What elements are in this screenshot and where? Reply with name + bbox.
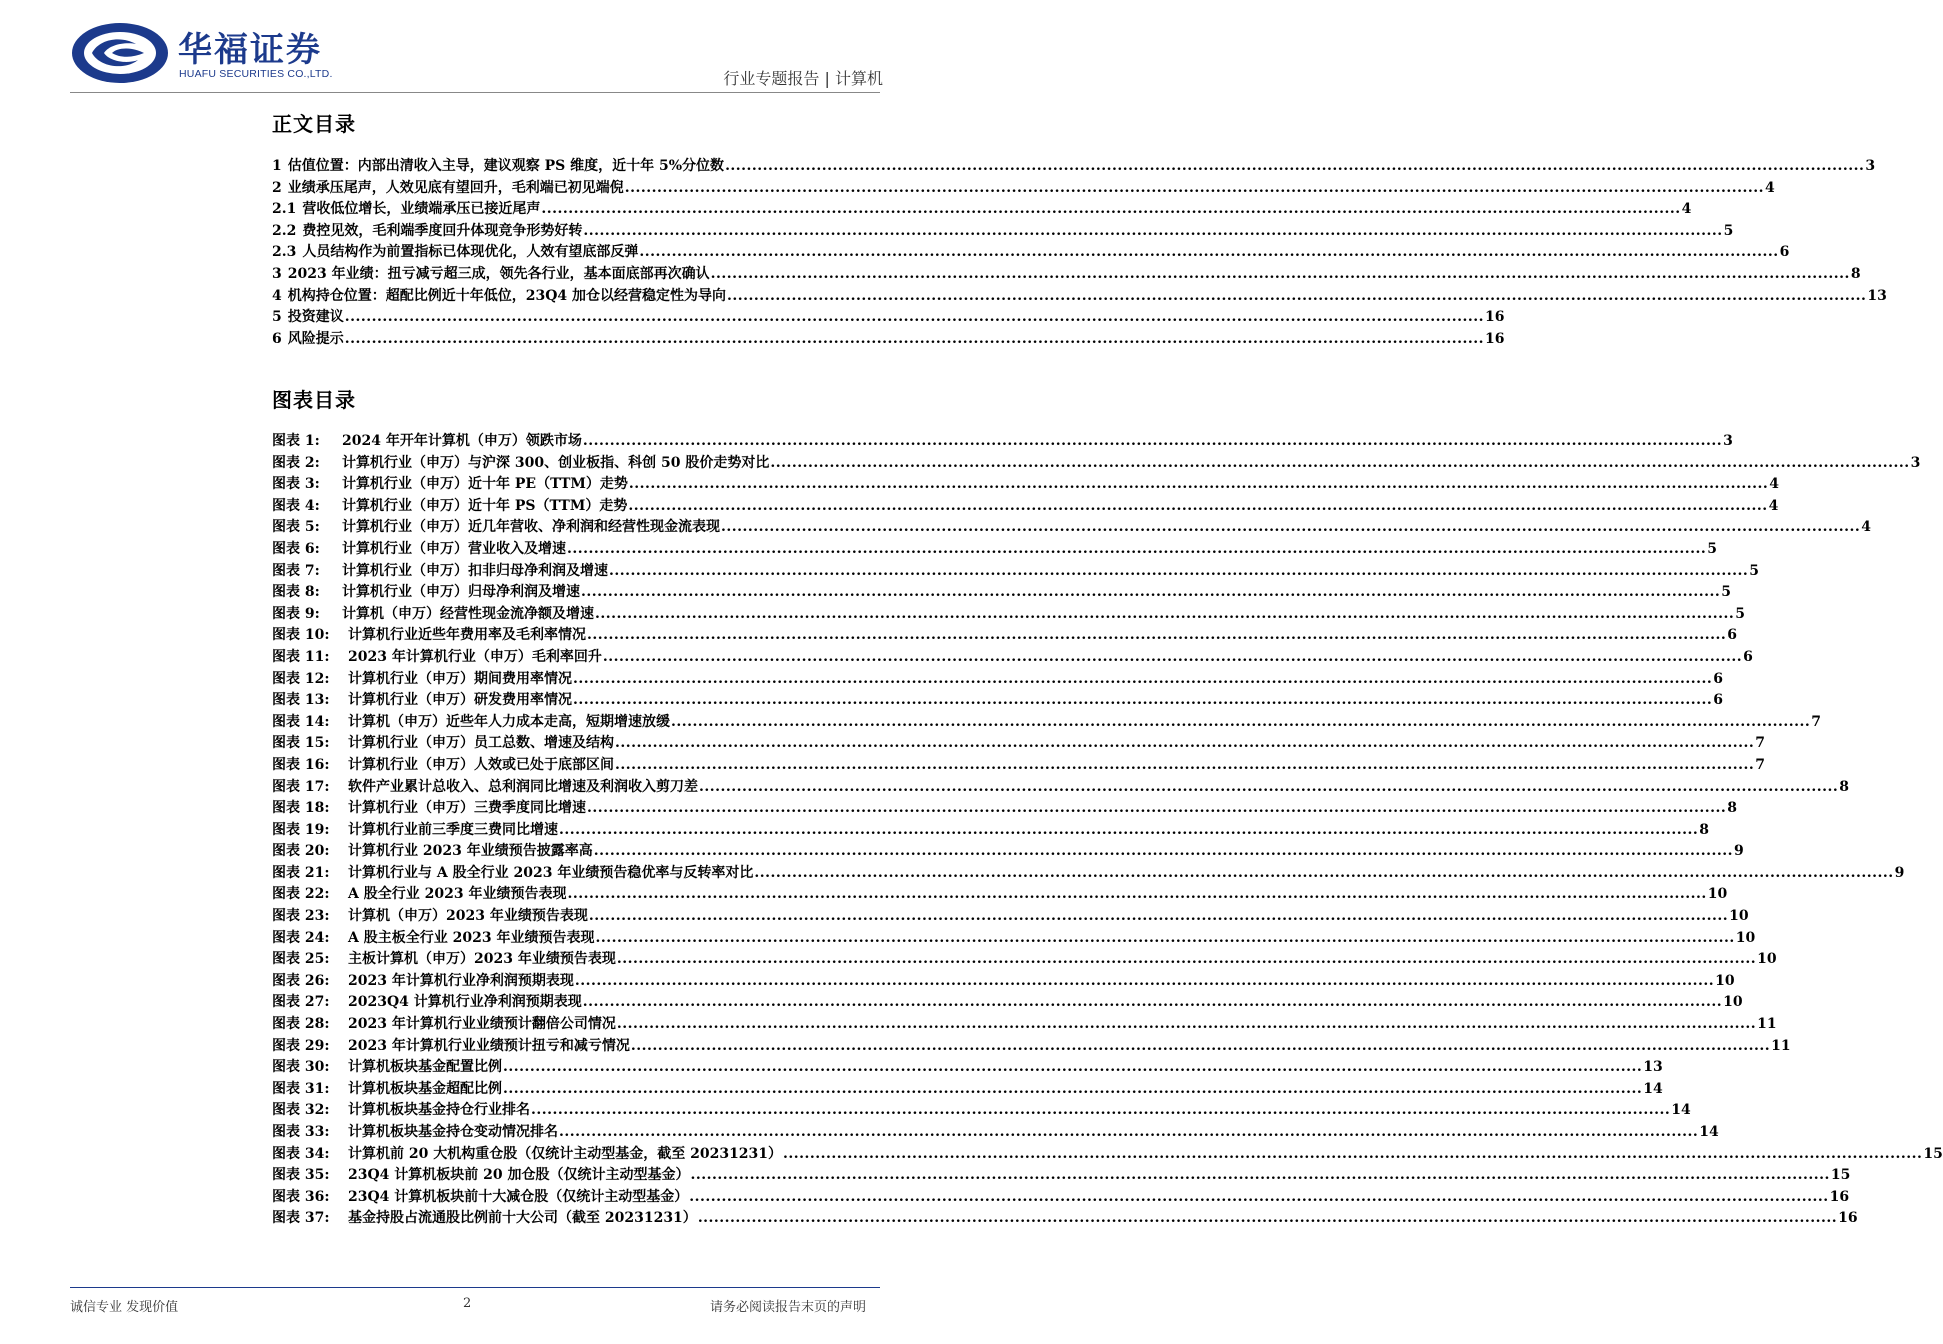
toc-entry-number: 1 [272,158,282,174]
figure-entry-number: 图表 37: [272,1210,330,1227]
toc-entry-number: 2.1 [272,201,297,218]
figure-entry-leader [587,627,1726,643]
figure-entry-leader [573,692,1712,708]
figure-entry[interactable] [272,927,1756,949]
figure-entry-number: 图表 1: [272,433,320,449]
figure-entry[interactable] [272,603,1746,625]
toc-entry-label: 机构持仓位置：超配比例近十年低位，23Q4 加仓以经营稳定性为导向 [287,287,727,304]
figure-entry-leader [691,1167,1830,1183]
figure-entry-page: 15 [1830,1167,1851,1184]
figure-entry-leader [615,735,1754,751]
figure-entry-page: 4 [1769,476,1779,493]
toc-entry-page: 16 [1485,309,1505,326]
figure-entry[interactable] [272,646,1753,668]
toc-entry-page: 5 [1723,222,1734,239]
toc-entry-leader [711,266,1850,282]
figure-entry-leader [589,908,1728,924]
figure-entry-number: 图表 29: [272,1037,330,1054]
figure-entry-page: 9 [1894,864,1905,881]
figure-entry-page: 8 [1727,800,1738,817]
toc-entry-number: 2.3 [272,244,297,261]
figure-entry-leader [573,671,1712,687]
figure-entry-label: 计算机行业（申万）扣非归母净利润及增速 [342,562,608,579]
figure-entry[interactable] [272,797,1738,819]
figure-entry-label: 计算机行业（申万）近十年 PS（TTM）走势 [342,497,628,514]
toc-entry-leader [583,223,1722,239]
figure-entry-label: 计算机板块基金持仓行业排名 [348,1102,530,1119]
figure-entry-number: 图表 18: [272,800,330,817]
figure-entry-number: 图表 23: [272,908,330,925]
figure-entry[interactable] [272,883,1728,905]
figure-entry-label: 主板计算机（申万）2023 年业绩预告表现 [348,951,616,968]
figure-entry-number: 图表 28: [272,1016,330,1033]
figure-entry-leader [770,455,1909,471]
figure-entry-label: 计算机行业（申万）营业收入及增速 [342,540,566,557]
figure-entry-leader [567,541,1706,557]
brand-name-cn: 华福证券 [178,30,322,70]
figure-entry-number: 图表 15: [272,735,330,752]
figure-entry-leader [603,649,1742,665]
figure-entry-page: 10 [1735,929,1756,946]
figure-entry[interactable] [272,1056,1663,1078]
figure-entry-page: 8 [1839,778,1850,795]
figure-entry-page: 5 [1749,562,1760,579]
figure-entry-number: 图表 7: [272,562,320,579]
figure-entry-label: 软件产业累计总收入、总利润同比增速及利润收入剪刀差 [348,778,698,795]
figure-entry-leader [615,757,1754,773]
figure-entry-leader [583,433,1722,449]
figure-entry[interactable] [272,991,1743,1013]
figure-entry-label: 计算机行业前三季度三费同比增速 [348,821,558,838]
figure-entry-number: 图表 24: [272,929,330,946]
figure-entry[interactable] [272,1186,1850,1208]
figure-entry-page: 7 [1755,735,1766,752]
toc-entry-leader [541,201,1680,217]
toc-entry-leader [345,331,1484,347]
toc-entry-number: 3 [272,265,282,282]
figure-entry-label: A 股主板全行业 2023 年业绩预告表现 [348,929,595,946]
figure-entry[interactable] [272,1121,1719,1143]
toc-entry[interactable] [272,241,1790,263]
toc-entry-page: 8 [1850,265,1861,282]
figure-entry-leader [698,1210,1837,1226]
figure-entry-page: 6 [1713,692,1724,709]
toc-entry-page: 6 [1779,244,1790,261]
figure-entry-leader [595,930,1734,946]
figure-entry-number: 图表 32: [272,1102,330,1119]
figure-entry-label: A 股全行业 2023 年业绩预告表现 [348,886,567,903]
figure-entry-leader [721,519,1860,535]
figure-entry-page: 10 [1729,908,1749,925]
figure-entry-number: 图表 16: [272,756,330,773]
toc-entry[interactable] [272,263,1861,285]
figure-entry-number: 图表 30: [272,1059,330,1076]
figure-entry[interactable] [272,840,1744,862]
figure-entry-label: 计算机行业（申万）归母净利润及增速 [342,584,580,601]
figure-entry-number: 图表 2: [272,454,320,471]
figure-entry-page: 6 [1727,627,1738,644]
figure-entry-leader [503,1081,1642,1097]
figure-entry[interactable] [272,776,1850,798]
toc-entry-label: 业绩承压尾声，人效见底有望回升，毛利端已初见端倪 [287,179,624,196]
figure-entry-label: 2023 年计算机行业业绩预计翻倍公司情况 [348,1016,616,1033]
figure-entry-leader [595,606,1734,622]
toc-entry-leader [345,309,1484,325]
figure-entry-leader [581,584,1720,600]
figure-entry-number: 图表 12: [272,670,330,687]
figure-entry-label: 基金持股占流通股比例前十大公司（截至 20231231） [348,1210,697,1227]
figure-entry[interactable] [272,1013,1777,1035]
figure-entry[interactable] [272,905,1749,927]
figure-entry-label: 计算机板块基金超配比例 [348,1080,502,1097]
toc-entry[interactable] [272,285,1887,307]
figure-entry[interactable] [272,970,1735,992]
figure-entry-page: 10 [1715,972,1735,989]
figure-entry-number: 图表 33: [272,1124,330,1140]
toc-entry-leader [625,180,1764,196]
figure-entry-page: 4 [1768,497,1779,514]
figure-entry-leader [531,1102,1670,1118]
figure-entry-label: 2023 年计算机行业业绩预计扭亏和减亏情况 [348,1037,630,1054]
figure-entry-number: 图表 4: [272,497,320,514]
figure-entry-page: 14 [1699,1124,1719,1140]
figure-entry-page: 14 [1643,1080,1663,1097]
figure-entry[interactable] [272,624,1738,646]
figure-entry-leader [629,476,1768,492]
figure-entry-label: 23Q4 计算机板块前 20 加仓股（仅统计主动型基金） [348,1167,690,1184]
toc-entry-number: 2 [272,179,282,196]
figure-entry-label: 计算机行业（申万）期间费用率情况 [348,670,572,687]
figure-entry-page: 10 [1757,951,1777,968]
figure-entry-leader [783,1146,1922,1162]
figure-entry-page: 3 [1910,454,1921,471]
figure-entry-page: 7 [1755,756,1766,773]
toc-entry-page: 16 [1485,330,1505,347]
figure-entry-label: 2023 年计算机行业（申万）毛利率回升 [348,648,602,665]
figure-entry-label: 计算机行业与 A 股全行业 2023 年业绩预告稳优率与反转率对比 [348,864,754,881]
figure-entry[interactable] [272,430,1733,452]
figure-entry-leader [594,843,1733,859]
figure-entry-label: 计算机行业（申万）研发费用率情况 [348,692,572,709]
figure-entry-leader [609,563,1748,579]
figure-entry-label: 23Q4 计算机板块前十大减仓股（仅统计主动型基金） [348,1188,689,1205]
figure-entry-number: 图表 36: [272,1188,330,1205]
toc-title: 正文目录 [272,112,356,136]
figure-entry-number: 图表 11: [272,648,330,665]
figure-entry-page: 10 [1723,994,1743,1011]
figure-entry[interactable] [272,473,1779,495]
figure-entry-page: 5 [1735,605,1746,622]
toc-entry-label: 营收低位增长，业绩端承压已接近尾声 [302,201,541,218]
figure-entry[interactable] [272,560,1760,582]
toc-entry-number: 4 [272,287,282,304]
figure-entry-page: 15 [1923,1145,1943,1162]
figure-entry-leader [671,714,1810,730]
figure-entry-label: 计算机行业（申万）近几年营收、净利润和经营性现金流表现 [342,519,720,536]
figure-entry-label: 计算机（申万）近些年人力成本走高，短期增速放缓 [348,713,670,730]
figure-entry-page: 14 [1671,1102,1691,1119]
figure-entry[interactable] [272,538,1718,560]
figure-entry-number: 图表 10: [272,627,330,644]
figures-list [272,430,1943,1229]
figure-entry-page: 16 [1829,1188,1850,1205]
figure-entry-leader [503,1059,1642,1075]
figure-entry-number: 图表 26: [272,972,330,989]
figure-entry[interactable] [272,1143,1943,1165]
figure-entry-label: 2023Q4 计算机行业净利润预期表现 [348,994,582,1011]
footer-slogan: 诚信专业 发现价值 [70,1300,179,1315]
huafu-logo-icon [70,20,170,86]
figure-entry-leader [617,1016,1756,1032]
figure-entry-label: 计算机行业（申万）员工总数、增速及结构 [348,735,614,752]
figure-entry-number: 图表 21: [272,864,330,881]
figure-entry[interactable] [272,948,1777,970]
figure-entry-label: 2023 年计算机行业净利润预期表现 [348,972,574,989]
figure-entry-label: 计算机前 20 大机构重仓股（仅统计主动型基金，截至 20231231） [348,1145,783,1162]
toc-entry-label: 估值位置：内部出清收入主导，建议观察 PS 维度，近十年 5%分位数 [287,158,725,174]
figure-entry-number: 图表 22: [272,886,330,903]
figure-entry-leader [559,1124,1698,1140]
figure-entry-number: 图表 19: [272,821,330,838]
figure-entry-leader [587,800,1726,816]
figure-entry-page: 11 [1771,1037,1791,1054]
figure-entry-page: 11 [1757,1016,1777,1033]
toc-entry-number: 6 [272,330,282,347]
figure-entry-number: 图表 5: [272,519,320,536]
toc-entry-page: 4 [1765,179,1775,196]
toc-entry[interactable] [272,198,1692,220]
figure-entry-label: 计算机行业（申万）三费季度同比增速 [348,800,586,817]
figure-entry-page: 7 [1811,713,1822,730]
figure-entry-leader [631,1038,1770,1054]
figures-title: 图表目录 [272,388,356,412]
figure-entry-number: 图表 17: [272,778,330,795]
figure-entry-page: 16 [1838,1210,1858,1227]
figure-entry-number: 图表 27: [272,994,330,1011]
toc-entry-label: 人员结构作为前置指标已体现优化，人效有望底部反弹 [302,244,639,261]
toc-entry[interactable] [272,177,1775,199]
toc-entry-number: 2.2 [272,222,297,239]
figure-entry-label: 计算机行业（申万）与沪深 300、创业板指、科创 50 股价走势对比 [342,454,770,471]
figure-entry-page: 9 [1734,843,1744,860]
figure-entry-leader [754,865,1893,881]
figure-entry[interactable] [272,495,1779,517]
figure-entry-number: 图表 14: [272,713,330,730]
figure-entry-label: 计算机板块基金配置比例 [348,1059,502,1076]
figure-entry-label: 计算机行业（申万）近十年 PE（TTM）走势 [342,476,628,493]
figure-entry[interactable] [272,452,1921,474]
figure-entry-page: 10 [1707,886,1728,903]
figure-entry[interactable] [272,1078,1663,1100]
page-number: 2 [463,1296,472,1311]
figure-entry[interactable] [272,1207,1858,1229]
figure-entry-page: 6 [1743,648,1753,665]
figure-entry-number: 图表 34: [272,1145,330,1162]
figure-entry-page: 5 [1707,540,1718,557]
figure-entry[interactable] [272,754,1766,776]
header-divider [70,92,880,93]
toc-entry[interactable] [272,328,1505,350]
toc-entry-leader [727,288,1866,304]
toc-entry[interactable] [272,220,1734,242]
footer-divider [70,1287,880,1288]
figure-entry-leader [689,1189,1828,1205]
figure-entry[interactable] [272,581,1732,603]
toc-entry-page: 3 [1865,158,1876,174]
figure-entry-page: 3 [1723,433,1733,449]
figure-entry[interactable] [272,1099,1691,1121]
toc-entry[interactable] [272,306,1505,328]
figure-entry-leader [583,994,1722,1010]
figure-entry-label: 计算机（申万）经营性现金流净额及增速 [342,605,594,622]
toc-entry-page: 4 [1681,201,1692,218]
footer-disclaimer: 请务必阅读报告末页的声明 [709,1300,866,1315]
figure-entry-page: 8 [1699,821,1710,838]
figure-entry-number: 图表 6: [272,540,320,557]
toc-entry-label: 费控见效，毛利端季度回升体现竞争形势好转 [302,222,583,239]
figure-entry-label: 2024 年开年计算机（申万）领跌市场 [342,433,582,449]
figure-entry-number: 图表 8: [272,584,320,601]
figure-entry-label: 计算机行业近些年费用率及毛利率情况 [348,627,586,644]
toc-list [272,155,1887,349]
figure-entry-label: 计算机板块基金持仓变动情况排名 [348,1124,558,1140]
figure-entry-page: 4 [1861,519,1872,536]
brand-name-en: HUAFU SECURITIES CO.,LTD. [179,68,333,80]
figure-entry[interactable] [272,862,1905,884]
figure-entry[interactable] [272,1035,1791,1057]
figure-entry-number: 图表 31: [272,1080,330,1097]
figure-entry-leader [559,822,1698,838]
figure-entry[interactable] [272,711,1822,733]
figure-entry[interactable] [272,689,1724,711]
figure-entry[interactable] [272,1164,1851,1186]
report-category: 行业专题报告 | 计算机 [723,69,883,88]
figure-entry-leader [617,951,1756,967]
figure-entry-page: 5 [1721,584,1732,601]
figure-entry-leader [567,886,1706,902]
figure-entry-page: 6 [1713,670,1724,687]
figure-entry[interactable] [272,668,1724,690]
figure-entry[interactable] [272,732,1766,754]
figure-entry-number: 图表 20: [272,843,330,860]
toc-entry-leader [725,158,1864,174]
figure-entry[interactable] [272,819,1710,841]
toc-entry-number: 5 [272,309,282,326]
figure-entry-leader [699,779,1838,795]
toc-entry-leader [639,244,1778,260]
toc-entry-label: 投资建议 [287,309,344,326]
figure-entry-leader [628,498,1767,514]
toc-entry[interactable] [272,155,1876,177]
company-logo [70,20,360,86]
figure-entry-label: 计算机行业 2023 年业绩预告披露率高 [348,843,593,860]
figure-entry-label: 计算机行业（申万）人效或已处于底部区间 [348,756,614,773]
figure-entry-number: 图表 13: [272,692,330,709]
toc-entry-label: 2023 年业绩：扭亏减亏超三成，领先各行业，基本面底部再次确认 [287,265,710,282]
figure-entry-leader [575,973,1714,989]
figure-entry-number: 图表 9: [272,605,320,622]
figure-entry-page: 13 [1643,1059,1663,1076]
figure-entry-number: 图表 3: [272,476,320,493]
toc-entry-page: 13 [1867,287,1887,304]
figure-entry-number: 图表 25: [272,951,330,968]
figure-entry[interactable] [272,516,1872,538]
figure-entry-label: 计算机（申万）2023 年业绩预告表现 [348,908,588,925]
toc-entry-label: 风险提示 [287,330,344,347]
figure-entry-number: 图表 35: [272,1167,330,1184]
